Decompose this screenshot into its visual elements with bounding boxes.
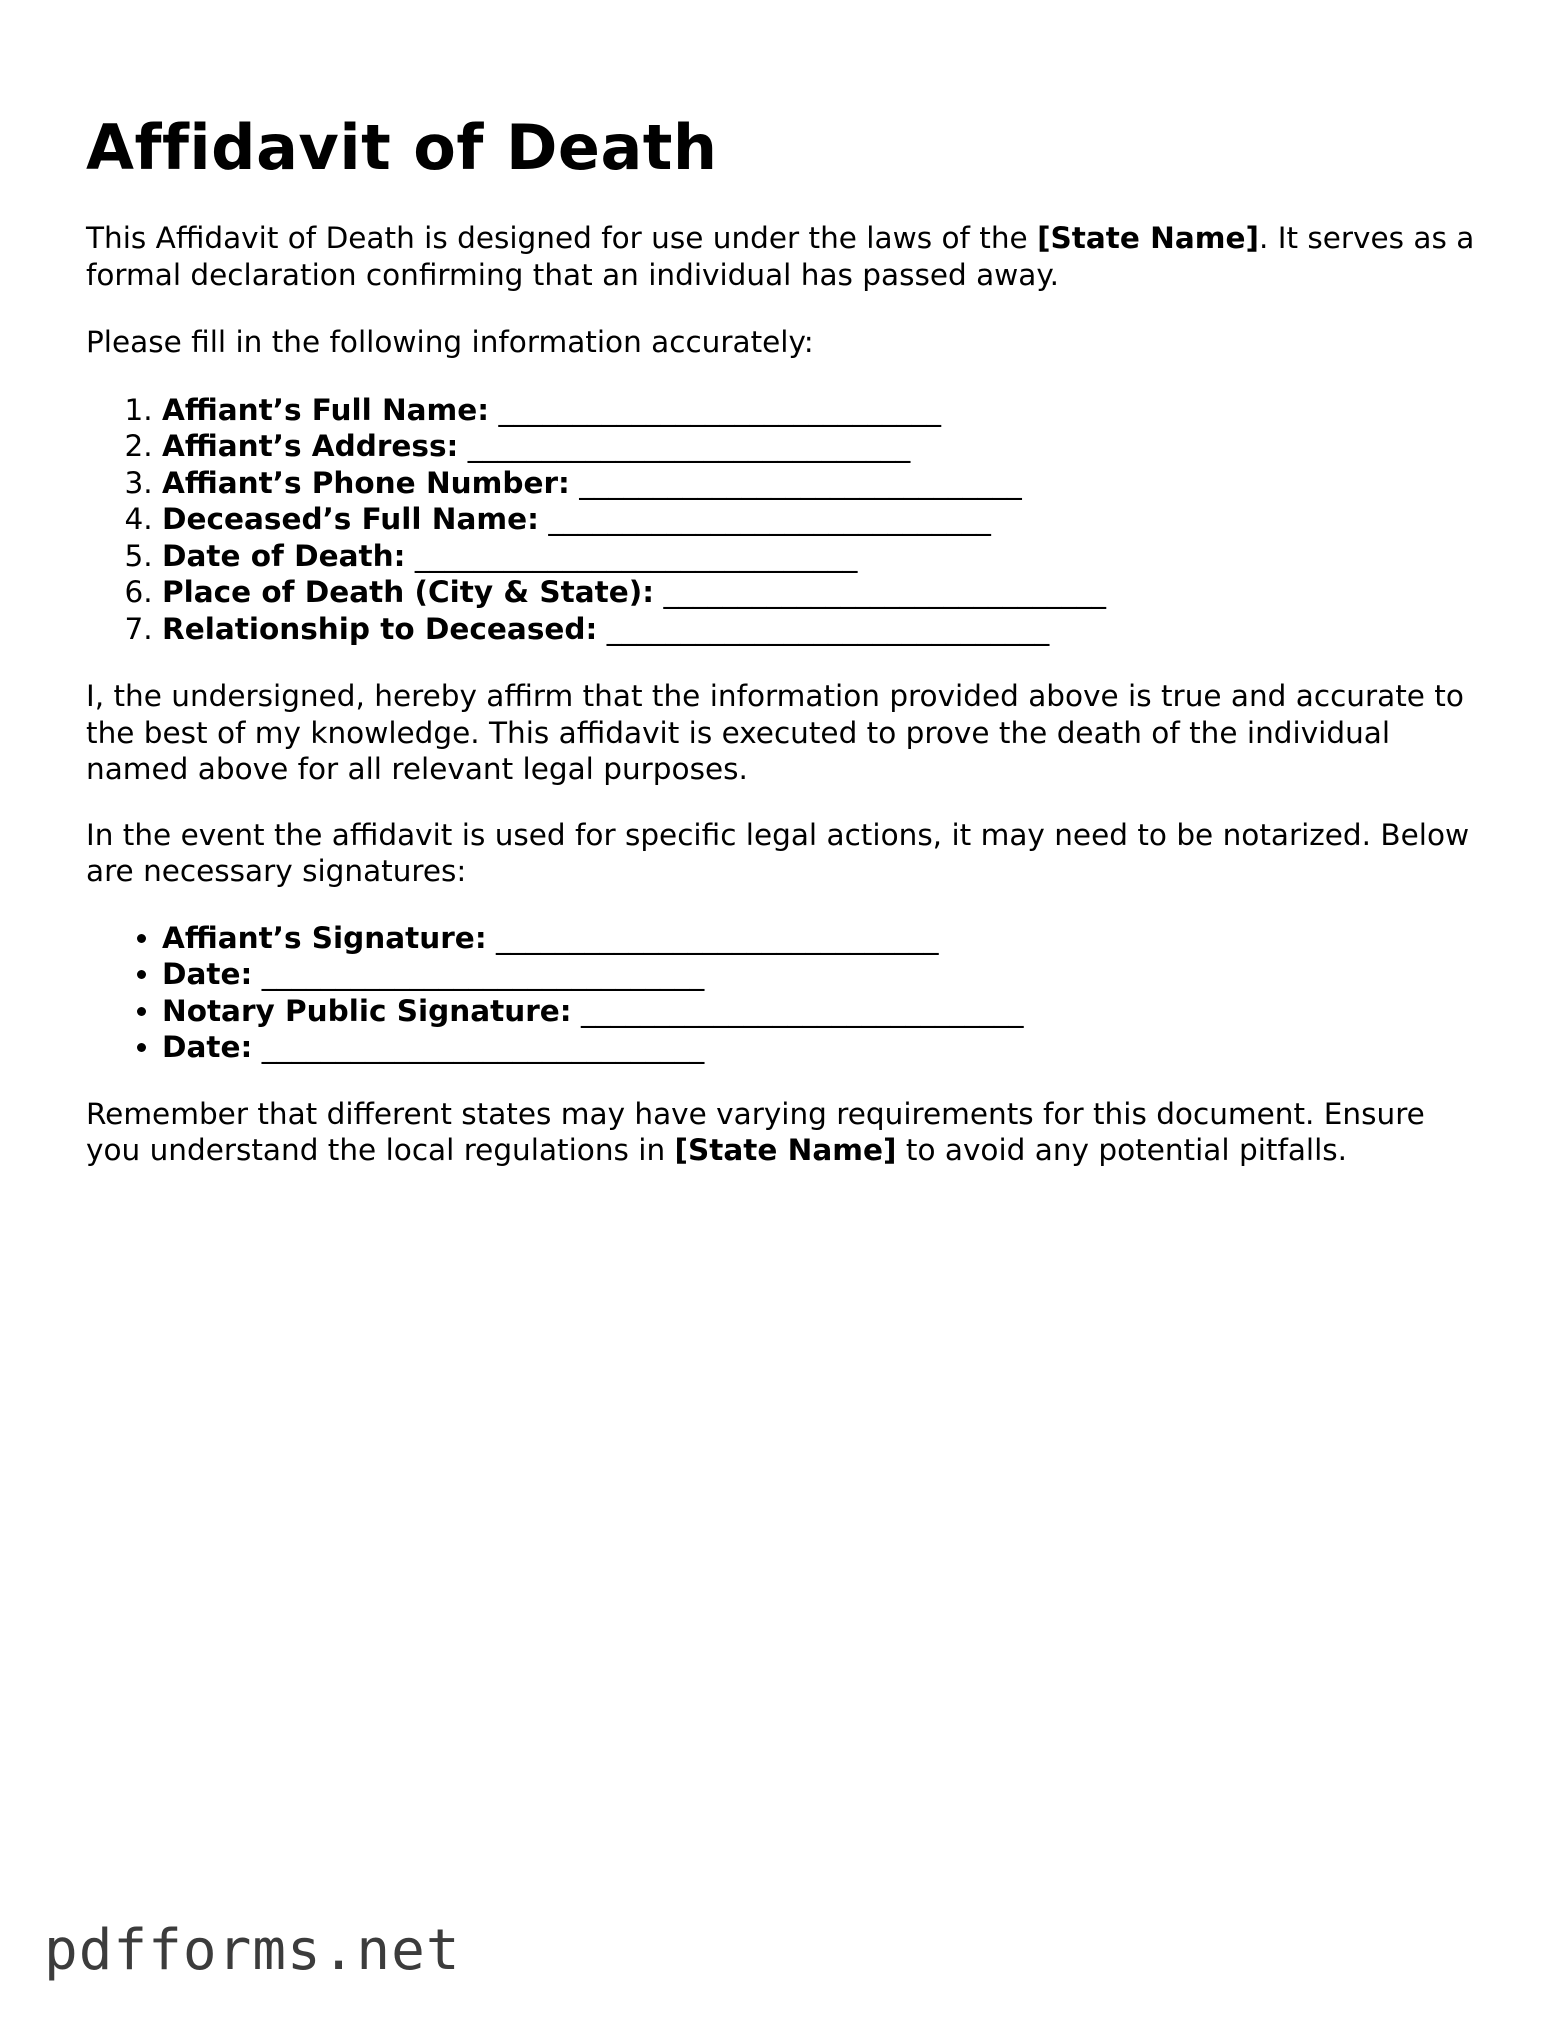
reminder-paragraph — [86, 1096, 1486, 1169]
reminder-text-start: Remember that different states may have varying requirements for this document. Ensure you understand the local regulations in — [86, 1096, 1425, 1167]
signature-label: Date: — [162, 1030, 253, 1064]
signature-blank-line: ______________________________ — [261, 957, 705, 991]
field-affiant-full-name — [162, 392, 1486, 429]
document-content — [86, 108, 1486, 1169]
field-label: Date of Death: — [162, 538, 406, 573]
signature-blank-line: ______________________________ — [580, 993, 1024, 1028]
field-blank-line: ______________________________ — [498, 392, 941, 427]
field-blank-line: ______________________________ — [467, 429, 911, 463]
intro-paragraph — [86, 220, 1486, 293]
field-relationship — [162, 611, 1486, 648]
field-affiant-phone — [162, 465, 1486, 502]
signature-label: Notary Public Signature: — [162, 993, 572, 1028]
field-blank-line: ______________________________ — [414, 538, 858, 573]
state-name-placeholder: [State Name] — [1037, 221, 1260, 255]
field-label: Deceased’s Full Name: — [162, 502, 539, 536]
field-label: Affiant’s Phone Number: — [162, 465, 570, 500]
intro-text-start: This Affidavit of Death is designed for use under the laws of the — [86, 221, 1038, 255]
pdfforms-logo: pdfforms.net — [44, 1918, 461, 1983]
signature-affiant — [162, 920, 1486, 957]
field-place-of-death — [162, 574, 1486, 611]
reminder-text-end: to avoid any potential pitfalls. — [896, 1133, 1348, 1167]
field-affiant-address — [162, 428, 1486, 465]
intro-text-end: . It serves as a formal declaration confirming that an individual has passed away. — [86, 221, 1475, 292]
signatures-list — [86, 920, 1486, 1066]
fill-instruction: Please fill in the following information accurately: — [86, 325, 814, 359]
field-label: Place of Death (City & State): — [162, 575, 655, 609]
document-title: Affidavit of Death — [86, 111, 718, 184]
field-date-of-death — [162, 538, 1486, 575]
field-label: Affiant’s Address: — [162, 429, 459, 463]
information-fields-list — [86, 392, 1486, 648]
field-deceased-full-name — [162, 501, 1486, 538]
field-blank-line: ______________________________ — [579, 465, 1022, 500]
field-blank-line: ______________________________ — [606, 611, 1050, 646]
signature-blank-line: ______________________________ — [496, 920, 939, 955]
signature-blank-line: ______________________________ — [261, 1030, 705, 1064]
signature-affiant-date — [162, 956, 1486, 993]
state-name-placeholder: [State Name] — [674, 1133, 897, 1167]
signature-label: Date: — [162, 957, 253, 991]
field-label: Relationship to Deceased: — [162, 611, 598, 646]
field-label: Affiant’s Full Name: — [162, 392, 490, 427]
field-blank-line: ______________________________ — [663, 575, 1106, 609]
signature-notary-date — [162, 1029, 1486, 1066]
signature-label: Affiant’s Signature: — [162, 920, 487, 955]
notary-note-paragraph: In the event the affidavit is used for specific legal actions, it may need to be notarized. Below are necessary signatures: — [86, 817, 1470, 888]
affirmation-paragraph: I, the undersigned, hereby affirm that the information provided above is true and accurate to the best of my knowledge. This affidavit is executed to prove the death of the individual named above for all relevant legal purposes. — [86, 679, 1464, 786]
field-blank-line: ______________________________ — [548, 502, 991, 536]
signature-notary — [162, 993, 1486, 1030]
